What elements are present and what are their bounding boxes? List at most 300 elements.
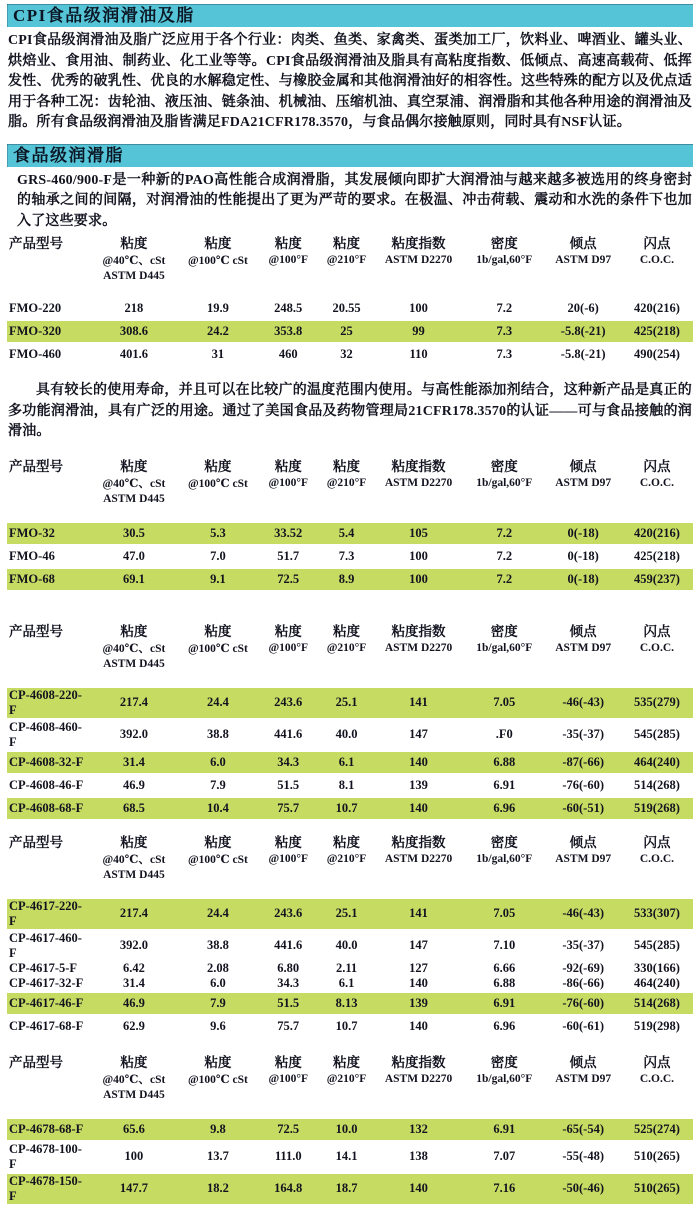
value-cell: 7.0 [210, 548, 226, 563]
column-header [463, 268, 545, 298]
column-header: 粘度 [333, 458, 361, 474]
value-cell: 6.1 [338, 975, 355, 990]
table-row [7, 774, 693, 797]
column-header: @100℃ cSt [187, 1073, 248, 1086]
value-cell: -87(-66) [545, 751, 620, 774]
column-header: 密度 [490, 236, 518, 251]
value-cell: 47.0 [122, 548, 145, 563]
value-cell: 31.4 [122, 975, 145, 990]
column-header: 粘度 [120, 1054, 148, 1070]
column-header [257, 1087, 319, 1118]
table-row [7, 320, 693, 343]
column-header [257, 867, 319, 898]
value-cell: 401.6 [119, 347, 148, 361]
column-header-product [7, 1071, 89, 1087]
column-header [621, 491, 693, 522]
value-cell: 514(268) [634, 777, 680, 792]
spec-table [7, 620, 693, 821]
value-cell: 13.7 [206, 1149, 229, 1163]
value-cell: 217.4 [89, 687, 178, 719]
column-header: 粘度 [274, 623, 302, 639]
product-model-cell: CP-4608-46-F [9, 777, 84, 792]
table-header-row [7, 455, 693, 475]
column-header [178, 867, 257, 898]
column-header-product [7, 252, 89, 268]
column-header: @100℃ cSt [187, 853, 248, 866]
value-cell: 6.91 [463, 992, 545, 1015]
value-cell: 99 [374, 320, 463, 343]
value-cell: 6.0 [178, 751, 257, 774]
column-header [463, 1087, 545, 1118]
value-cell: 533(307) [621, 898, 693, 930]
column-header [178, 656, 257, 687]
value-cell: 6.0 [210, 975, 226, 990]
column-header: 粘度 [333, 834, 361, 850]
value-cell: 25 [319, 320, 374, 343]
value-cell: 140 [409, 975, 428, 990]
column-header: 倾点 [569, 236, 597, 251]
value-cell: 6.96 [463, 797, 545, 820]
table-row [7, 930, 693, 961]
value-cell: 7.07 [493, 1149, 516, 1163]
value-cell: 33.52 [257, 522, 319, 545]
value-cell: 140 [374, 1173, 463, 1205]
spec-table [7, 455, 693, 592]
value-cell: 0(-18) [545, 522, 620, 545]
column-header: @210°F [326, 852, 367, 865]
value-cell: 8.13 [319, 992, 374, 1015]
value-cell: 441.6 [274, 727, 303, 741]
value-cell: 308.6 [89, 320, 178, 343]
column-header: ASTM D445 [103, 657, 165, 670]
column-header [463, 491, 545, 522]
column-header: ASTM D2270 [384, 254, 453, 266]
column-header-product: 产品型号 [9, 623, 63, 639]
value-cell: -35(-37) [562, 938, 604, 952]
value-cell: -46(-43) [545, 687, 620, 719]
value-cell: 392.0 [119, 938, 148, 952]
value-cell: 9.1 [178, 568, 257, 591]
value-cell: 32 [340, 347, 353, 361]
value-cell: 8.9 [319, 568, 374, 591]
table-header-row [7, 656, 693, 687]
table-row [7, 343, 693, 365]
value-cell: 514(268) [621, 992, 693, 1015]
column-header [257, 656, 319, 687]
value-cell: 72.5 [257, 568, 319, 591]
column-header: 粘度 [120, 458, 148, 474]
table-header-row [7, 475, 693, 491]
column-header [374, 491, 463, 522]
spec-table-cp4617 [7, 831, 693, 1037]
column-header: 闪点 [643, 834, 671, 850]
column-header: ASTM D97 [555, 1072, 612, 1085]
table-header-row [7, 1051, 693, 1071]
column-header [178, 1087, 257, 1118]
section-title-grease [7, 144, 693, 167]
table-header-row [7, 232, 693, 252]
column-header [178, 491, 257, 522]
value-cell: 18.7 [319, 1173, 374, 1205]
value-cell: 0(-18) [545, 568, 620, 591]
table-header-row [7, 491, 693, 522]
table-header-row [7, 1071, 693, 1087]
column-header-product: 产品型号 [9, 458, 63, 474]
value-cell: 10.4 [178, 797, 257, 820]
table-row [7, 545, 693, 568]
value-cell: 10.7 [319, 797, 374, 820]
column-header [463, 867, 545, 898]
value-cell: 14.1 [335, 1149, 358, 1163]
column-header: 粘度 [204, 236, 232, 251]
product-model-cell: FMO-320 [7, 320, 89, 343]
value-cell: 110 [409, 347, 428, 361]
value-cell: 6.88 [493, 975, 516, 990]
value-cell: 490(254) [634, 347, 680, 361]
column-header: 粘度指数 [391, 834, 446, 850]
product-model-cell: CP-4608-460-F [9, 719, 82, 749]
column-header: 1b/gal,60°F [476, 641, 533, 654]
column-header: 粘度 [274, 834, 302, 850]
value-cell: 7.2 [463, 568, 545, 591]
value-cell: 147 [409, 938, 428, 952]
value-cell: -60(-61) [562, 1018, 604, 1033]
column-header-product [7, 475, 89, 491]
column-header-product: 产品型号 [9, 236, 63, 251]
table-row [7, 687, 693, 719]
value-cell: 69.1 [89, 568, 178, 591]
value-cell: 132 [374, 1118, 463, 1141]
value-cell: 353.8 [257, 320, 319, 343]
product-model-cell: CP-4608-68-F [7, 797, 89, 820]
value-cell: 243.6 [257, 898, 319, 930]
intro-paragraph: CPI食品级润滑油及脂广泛应用于各个行业：肉类、鱼类、家禽类、蛋类加工厂，饮料业、啤酒业、罐头业、烘焙业、食用油、制药业、化工业等等。CPI食品级润滑油及脂具有高粘度指数、低倾点、高速高载荷、低挥发性、优秀的破乳性、优良的水解稳定性、与橡胶金属和其他润滑油好的相容性。这些特殊的配方以及优点适用于各种工况：齿轮油、液压油、链条油、机械油、压缩机油、真空泵浦、润滑脂和其他各种用途的润滑油及脂。所有食品级润滑油及脂皆满足FDA21CFR178.3570，与食品偶尔接触原则，同时具有NSF认证。 [8, 33, 692, 130]
value-cell: 25.1 [319, 687, 374, 719]
column-header: ASTM D2270 [384, 1072, 453, 1085]
value-cell: 525(274) [621, 1118, 693, 1141]
value-cell: 2.11 [335, 960, 358, 975]
table-row [7, 1173, 693, 1205]
column-header: ASTM D2270 [384, 852, 453, 865]
table-header-row [7, 252, 693, 268]
column-header: 闪点 [643, 236, 671, 251]
table-row [7, 961, 693, 976]
table-header-row [7, 268, 693, 298]
column-header: C.O.C. [639, 852, 675, 865]
table-row [7, 992, 693, 1015]
value-cell: 25.1 [319, 898, 374, 930]
value-cell: 6.88 [463, 751, 545, 774]
column-header-product [7, 268, 89, 298]
column-header [319, 491, 374, 522]
value-cell: 519(268) [621, 797, 693, 820]
value-cell: 7.3 [338, 548, 355, 563]
grease-paragraph: GRS-460/900-F是一种新的PAO高性能合成润滑脂，其发展倾向即扩大润滑油与越来越多被选用的终身密封的轴承之间的间隔，对润滑油的性能提出了更为严苛的要求。在极温、冲击荷载、震动和水洗的条件下也加入了这些要求。 [17, 172, 692, 229]
value-cell: 0(-18) [567, 548, 599, 563]
column-header [621, 1087, 693, 1118]
value-cell: 75.7 [257, 797, 319, 820]
value-cell: 19.9 [206, 301, 229, 315]
value-cell: 6.96 [493, 1018, 516, 1033]
column-header [319, 867, 374, 898]
value-cell: 8.1 [338, 777, 355, 792]
product-model-cell: FMO-32 [7, 522, 89, 545]
column-header: ASTM D97 [555, 852, 612, 865]
column-header: 密度 [490, 623, 518, 639]
value-cell: 30.5 [89, 522, 178, 545]
column-header: C.O.C. [639, 641, 675, 654]
column-header-product: 产品型号 [9, 1054, 63, 1070]
spec-table [7, 232, 693, 365]
column-header: C.O.C. [639, 254, 675, 266]
column-header: ASTM D445 [103, 868, 165, 881]
value-cell: 6.91 [463, 1118, 545, 1141]
value-cell: 31.4 [89, 751, 178, 774]
column-header: @100℃ cSt [187, 255, 248, 267]
value-cell: -76(-60) [545, 992, 620, 1015]
column-header: @210°F [326, 254, 367, 266]
value-cell: -65(-54) [545, 1118, 620, 1141]
value-cell: 420(216) [634, 301, 680, 315]
value-cell: 441.6 [274, 938, 303, 952]
column-header: 倾点 [569, 623, 597, 639]
product-model-cell: CP-4617-5-F [9, 960, 78, 975]
column-header: 粘度 [333, 1054, 361, 1070]
column-header: @100°F [268, 852, 309, 865]
product-model-cell: FMO-46 [9, 548, 55, 563]
column-header: 倾点 [569, 458, 597, 474]
value-cell: 100 [374, 568, 463, 591]
value-cell: 75.7 [277, 1018, 300, 1033]
spec-table-fmo-light [7, 455, 693, 592]
column-header [545, 1087, 620, 1118]
value-cell: 10.7 [335, 1018, 358, 1033]
spec-table [7, 831, 693, 1037]
column-header: 粘度 [333, 623, 361, 639]
value-cell: 545(285) [634, 938, 680, 952]
value-cell: 38.8 [206, 727, 229, 741]
column-header: 粘度 [274, 1054, 302, 1070]
value-cell: 510(265) [621, 1173, 693, 1205]
value-cell: 18.2 [178, 1173, 257, 1205]
value-cell: 100 [124, 1149, 144, 1163]
value-cell: 141 [374, 898, 463, 930]
column-header: 粘度 [274, 236, 302, 251]
value-cell: 7.2 [496, 548, 513, 563]
value-cell: 7.3 [496, 347, 513, 361]
fmo-note-paragraph: 具有较长的使用寿命，并且可以在比较广的温度范围内使用。与高性能添加剂结合，这种新产品是真正的多功能润滑油，具有广泛的用途。通过了美国食品及药物管理局21CFR178.3570的认证——可与食品接触的润滑油。 [8, 383, 692, 439]
column-header: 密度 [490, 1054, 518, 1070]
column-header: 倾点 [569, 1054, 597, 1070]
value-cell: 5.3 [178, 522, 257, 545]
column-header: 密度 [490, 834, 518, 850]
column-header: @40℃、cSt [102, 477, 166, 490]
column-header: 粘度 [204, 623, 232, 639]
value-cell: 24.2 [178, 320, 257, 343]
column-header-product [7, 867, 89, 898]
value-cell: 464(240) [634, 975, 680, 990]
value-cell: 460 [278, 347, 298, 361]
value-cell: 100 [409, 548, 428, 563]
value-cell: -5.8(-21) [545, 320, 620, 343]
value-cell: 140 [409, 1018, 428, 1033]
column-header [319, 656, 374, 687]
column-header: 粘度 [204, 1054, 232, 1070]
table-header-row [7, 851, 693, 867]
value-cell: 24.4 [178, 687, 257, 719]
spec-table-fmo-heavy [7, 232, 693, 365]
column-header: 倾点 [569, 834, 597, 850]
table-header-row [7, 1087, 693, 1118]
table-row [7, 1141, 693, 1173]
table-row [7, 898, 693, 930]
value-cell: 40.0 [335, 727, 358, 741]
column-header: 闪点 [643, 1054, 671, 1070]
column-header [319, 268, 374, 298]
value-cell: 7.9 [210, 777, 226, 792]
column-header: @100℃ cSt [187, 642, 248, 655]
column-header: 粘度指数 [391, 458, 446, 474]
column-header [257, 491, 319, 522]
value-cell: 31 [211, 347, 225, 361]
product-model-cell: CP-4617-32-F [9, 975, 84, 990]
product-model-cell: FMO-68 [7, 568, 89, 591]
product-model-cell: FMO-460 [9, 347, 62, 361]
value-cell: 9.6 [210, 1018, 226, 1033]
value-cell: 20(-6) [567, 301, 599, 315]
value-cell: 164.8 [257, 1173, 319, 1205]
column-header: ASTM D445 [103, 492, 165, 505]
table-header-row [7, 640, 693, 656]
column-header: 粘度 [204, 458, 232, 474]
column-header-product [7, 656, 89, 687]
product-model-cell: CP-4678-100-F [9, 1141, 82, 1171]
column-header-product: 产品型号 [9, 834, 63, 850]
product-model-cell: CP-4608-32-F [7, 751, 89, 774]
section-title-main-label: CPI食品级润滑油及脂 [13, 6, 195, 25]
table-row [7, 797, 693, 820]
column-header: 1b/gal,60°F [476, 476, 533, 489]
value-cell: 51.5 [257, 992, 319, 1015]
value-cell: -76(-60) [562, 777, 604, 792]
column-header: 粘度指数 [391, 1054, 446, 1070]
value-cell: 6.42 [122, 960, 145, 975]
column-header: 粘度 [274, 458, 302, 474]
column-header: @100℃ cSt [187, 477, 248, 490]
value-cell: 5.4 [319, 522, 374, 545]
table-row [7, 1118, 693, 1141]
column-header: @210°F [326, 476, 367, 489]
table-row [7, 719, 693, 751]
column-header: 粘度 [120, 834, 148, 850]
spec-table [7, 1051, 693, 1206]
column-header: 闪点 [643, 458, 671, 474]
table-row [7, 522, 693, 545]
value-cell: 425(218) [634, 548, 680, 563]
column-header [463, 656, 545, 687]
value-cell: 7.05 [463, 687, 545, 719]
column-header: ASTM D445 [103, 270, 165, 282]
value-cell: 24.4 [178, 898, 257, 930]
product-model-cell: CP-4678-150-F [7, 1173, 89, 1205]
table-row [7, 298, 693, 320]
column-header [374, 1087, 463, 1118]
value-cell: 7.16 [463, 1173, 545, 1205]
value-cell: 34.3 [257, 751, 319, 774]
column-header-product [7, 491, 89, 522]
column-header: ASTM D2270 [384, 476, 453, 489]
product-model-cell: CP-4608-220-F [7, 687, 89, 719]
column-header: ASTM D97 [555, 476, 612, 489]
table-row [7, 751, 693, 774]
value-cell: -92(-69) [562, 960, 604, 975]
column-header [621, 867, 693, 898]
product-model-cell: CP-4617-46-F [7, 992, 89, 1015]
column-header: 1b/gal,60°F [476, 852, 533, 865]
column-header: ASTM D97 [555, 254, 612, 266]
table-header-row [7, 867, 693, 898]
value-cell: 545(285) [634, 727, 680, 741]
column-header: @40℃、cSt [102, 1073, 166, 1086]
value-cell: 139 [374, 992, 463, 1015]
column-header: 粘度指数 [391, 236, 446, 251]
value-cell: 62.9 [122, 1018, 145, 1033]
section-title-grease-label: 食品级润滑脂 [13, 145, 124, 165]
value-cell: -35(-37) [562, 727, 604, 741]
value-cell: -86(-66) [562, 975, 604, 990]
value-cell: 51.7 [277, 548, 300, 563]
value-cell: 111.0 [274, 1149, 302, 1163]
column-header: 密度 [490, 458, 518, 474]
value-cell: 65.6 [89, 1118, 178, 1141]
column-header [374, 656, 463, 687]
value-cell: 7.2 [463, 522, 545, 545]
column-header: 粘度 [120, 623, 148, 639]
value-cell: 217.4 [89, 898, 178, 930]
value-cell: 6.1 [319, 751, 374, 774]
product-model-cell: CP-4678-68-F [7, 1118, 89, 1141]
column-header: @40℃、cSt [102, 642, 166, 655]
value-cell: 519(298) [634, 1018, 680, 1033]
value-cell: 100 [409, 301, 428, 315]
column-header: 粘度 [333, 236, 361, 251]
column-header [545, 656, 620, 687]
value-cell: 139 [409, 777, 428, 792]
value-cell: 459(237) [621, 568, 693, 591]
column-header: ASTM D97 [555, 641, 612, 654]
table-header-row [7, 620, 693, 640]
column-header: @100°F [268, 1072, 309, 1085]
spec-table-cp4678 [7, 1051, 693, 1206]
column-header [621, 656, 693, 687]
value-cell: 34.3 [277, 975, 300, 990]
table-row [7, 568, 693, 591]
column-header: @210°F [326, 1072, 367, 1085]
value-cell: 140 [374, 751, 463, 774]
product-model-cell: CP-4617-460-F [9, 930, 82, 960]
value-cell: 7.10 [493, 938, 516, 952]
value-cell: 68.5 [89, 797, 178, 820]
value-cell: 6.80 [277, 960, 300, 975]
column-header: 1b/gal,60°F [476, 1072, 533, 1085]
value-cell: 7.05 [463, 898, 545, 930]
column-header: 粘度指数 [391, 623, 446, 639]
value-cell: -60(-51) [545, 797, 620, 820]
column-header [257, 268, 319, 298]
product-model-cell: FMO-220 [9, 301, 62, 315]
column-header: 粘度 [204, 834, 232, 850]
column-header: ASTM D2270 [384, 641, 453, 654]
